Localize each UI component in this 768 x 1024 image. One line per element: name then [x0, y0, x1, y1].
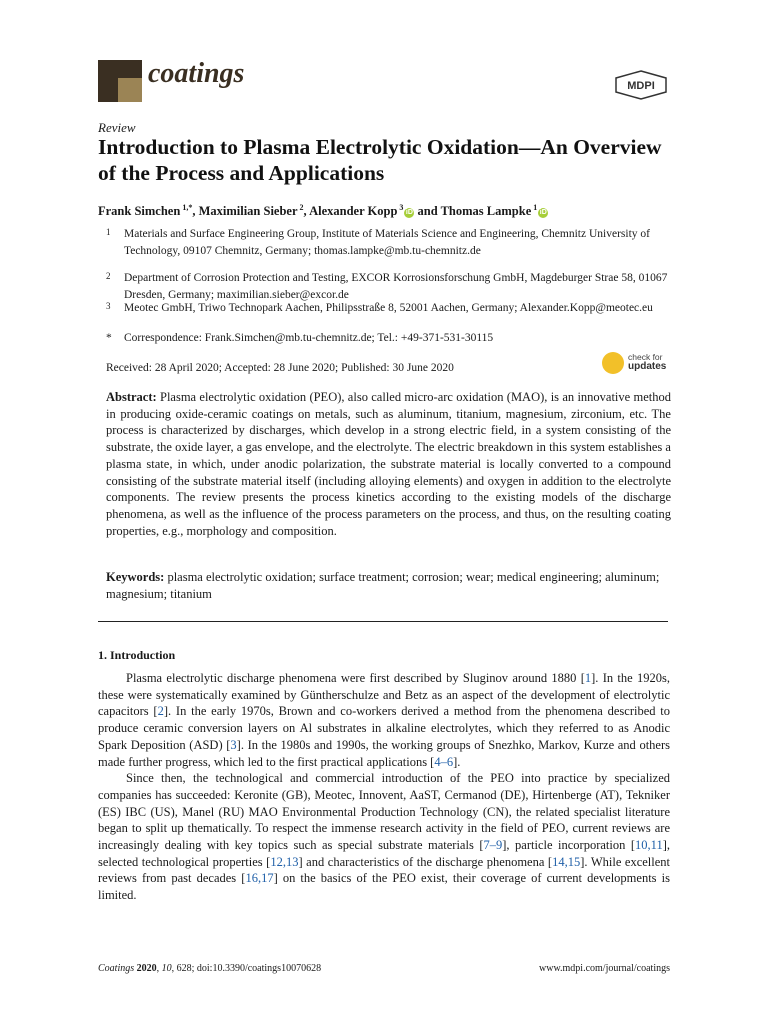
- reference-link[interactable]: 1: [584, 671, 592, 685]
- affiliation: [98, 300, 678, 332]
- journal-url-link[interactable]: www.mdpi.com/journal/coatings: [539, 963, 670, 974]
- author-name[interactable]: Frank Simchen: [98, 204, 181, 219]
- footer-volume: 10: [161, 963, 172, 974]
- affiliation-mark: *: [106, 332, 112, 344]
- affiliation-text: Department of Corrosion Protection and Testing, EXCOR Korrosionsforschung GmbH, Magdeburger Strae 58, 01067 Dresden, Germany; maximilian.sieber@excor.de: [124, 272, 668, 301]
- intro-body: [98, 670, 670, 904]
- paragraph-2: Since then, the technological and commercial introduction of the PEO into practice by specialized companies has succeeded: Keronite (GB), Meotec, Innovent, AaST, Cermanod (DE), Hirtenberge (AT), Tekniker (ES) IBC (US), Manel (RU) MAO Environmental Production Technology (CN), the related specialist literature began to split up thematically. To respect the immense research activity in the field of PEO, current reviews are increasingly dealing with key topics such as special substrate materials [7–9], particle incorporation [10,11], selected technological properties [12,13] and characteristics of the discharge phenomena [14,15]. While excellent reviews from past decades [16,17] on the basics of the PEO exist, their coverage of current developments is limited.: [98, 771, 671, 903]
- reference-link[interactable]: 14,15: [552, 854, 581, 869]
- affiliation-mark: 1: [106, 227, 111, 237]
- reference-link[interactable]: 10,11: [635, 838, 663, 853]
- reference-link[interactable]: 2: [157, 704, 164, 719]
- author-affiliation-mark: 1,*: [180, 203, 193, 212]
- affiliation-text: Meotec GmbH, Triwo Technopark Aachen, Philipsstraße 8, 52001 Aachen, Germany; Alexander.Kopp@meotec.eu: [124, 302, 653, 314]
- footer-journal: Coatings: [98, 963, 135, 974]
- abstract: [106, 389, 671, 539]
- reference-link[interactable]: 16,17: [245, 871, 274, 886]
- keywords: [106, 569, 671, 602]
- author-list: Frank Simchen $^{1,*}$, Maximilian Sieber $^2$, Alexander Kopp $^3$iD and Thomas Lampke $^1$iD: [98, 203, 547, 219]
- journal-name: coatings: [148, 58, 245, 89]
- orcid-icon[interactable]: iD: [405, 209, 413, 217]
- abstract-text: Plasma electrolytic oxidation (PEO), also called micro-arc oxidation (MAO), is an innovative method in producing oxide-ceramic coatings on metals, such as aluminum, titanium, magnesium, zirconium, etc. The process is characterized by discharges, which develop in a strong electric field, in a system consisting of the substrate, the oxide layer, a gas envelope, and the electrolyte. The electric breakdown in this system establishes a plasma state, in which, under anodic polarization, the substrate material is locally converted to a compound consisting of the substrate material itself (including alloying elements) and oxygen in addition to the electrolyte components. The review presents the process kinetics according to the existing models of the discharge phenomena, as well as the influence of the process parameters on the process, and thus, on the resulting coating properties, e.g., morphology and composition.: [106, 390, 671, 538]
- affiliation-mark: 2: [106, 271, 111, 281]
- paragraph-1: Plasma electrolytic discharge phenomena were first described by Sluginov around 1880 [1]. In the 1920s, these were systematically examined by Güntherschulze and Betz as an aspect of the development of electrolytic capacitors [2]. In the early 1970s, Brown and co-workers derived a method from the phenomena described to produce ceramic conversion layers on Al substrates in alkaline electrolytes, which they referred to as Anodic Spark Deposition (ASD) [3]. In the 1980s and 1990s, the working groups of Snezhko, Markov, Kurze and others made further progress, which led to the first practical applications [4–6].: [98, 671, 671, 769]
- section-divider: [98, 621, 668, 622]
- footer-year: 2020: [136, 963, 157, 974]
- mdpi-logo-icon: [613, 70, 669, 100]
- check-updates-icon: [602, 352, 624, 374]
- affiliation: [98, 270, 678, 302]
- affiliation-text: Correspondence: Frank.Simchen@mb.tu-chemnitz.de; Tel.: +49-371-531-30115: [124, 332, 494, 344]
- check-updates-line1: check for: [628, 352, 663, 362]
- keywords-label: Keywords:: [106, 570, 165, 584]
- author-affiliation-mark: 1: [531, 203, 538, 212]
- orcid-icon[interactable]: iD: [539, 209, 547, 217]
- affiliation-mark: 3: [106, 301, 111, 311]
- reference-link[interactable]: 12,13: [270, 854, 299, 869]
- keywords-text: plasma electrolytic oxidation; surface treatment; corrosion; wear; medical engineering; aluminum; magnesium; titanium: [106, 570, 660, 601]
- abstract-label: Abstract:: [106, 390, 157, 404]
- article-type: Review: [98, 120, 136, 135]
- publication-dates: Received: 28 April 2020; Accepted: 28 June 2020; Published: 30 June 2020: [106, 362, 454, 374]
- reference-link[interactable]: 3: [230, 737, 237, 752]
- author-affiliation-mark: 3: [397, 203, 404, 212]
- author-affiliation-mark: 2: [297, 203, 304, 212]
- reference-link[interactable]: 7–9: [483, 838, 503, 853]
- publisher-name: MDPI: [627, 80, 655, 92]
- citation-footer: Coatings 2020, 10, 628; doi:10.3390/coatings10070628: [98, 963, 322, 974]
- reference-link[interactable]: 4–6: [434, 754, 454, 769]
- author-name[interactable]: Thomas Lampke: [440, 204, 532, 219]
- affiliation: [98, 330, 678, 346]
- affiliation: [98, 226, 678, 274]
- section-heading: 1. Introduction: [98, 648, 176, 662]
- journal-logo-icon: [98, 60, 142, 102]
- check-updates-line2: updates: [628, 361, 667, 372]
- author-name[interactable]: Maximilian Sieber: [198, 204, 298, 219]
- author-name[interactable]: Alexander Kopp: [309, 204, 398, 219]
- check-for-updates-button[interactable]: [602, 350, 672, 380]
- affiliation-text: Materials and Surface Engineering Group, Institute of Materials Science and Engineering, Chemnitz University of Technology, 09107 Chemnitz, Germany; thomas.lampke@mb.tu-chemnitz.de: [124, 228, 650, 257]
- footer-doi: , 628; doi:10.3390/coatings10070628: [171, 963, 322, 974]
- article-title: Introduction to Plasma Electrolytic Oxidation—An Overview of the Process and Applications: [98, 135, 662, 185]
